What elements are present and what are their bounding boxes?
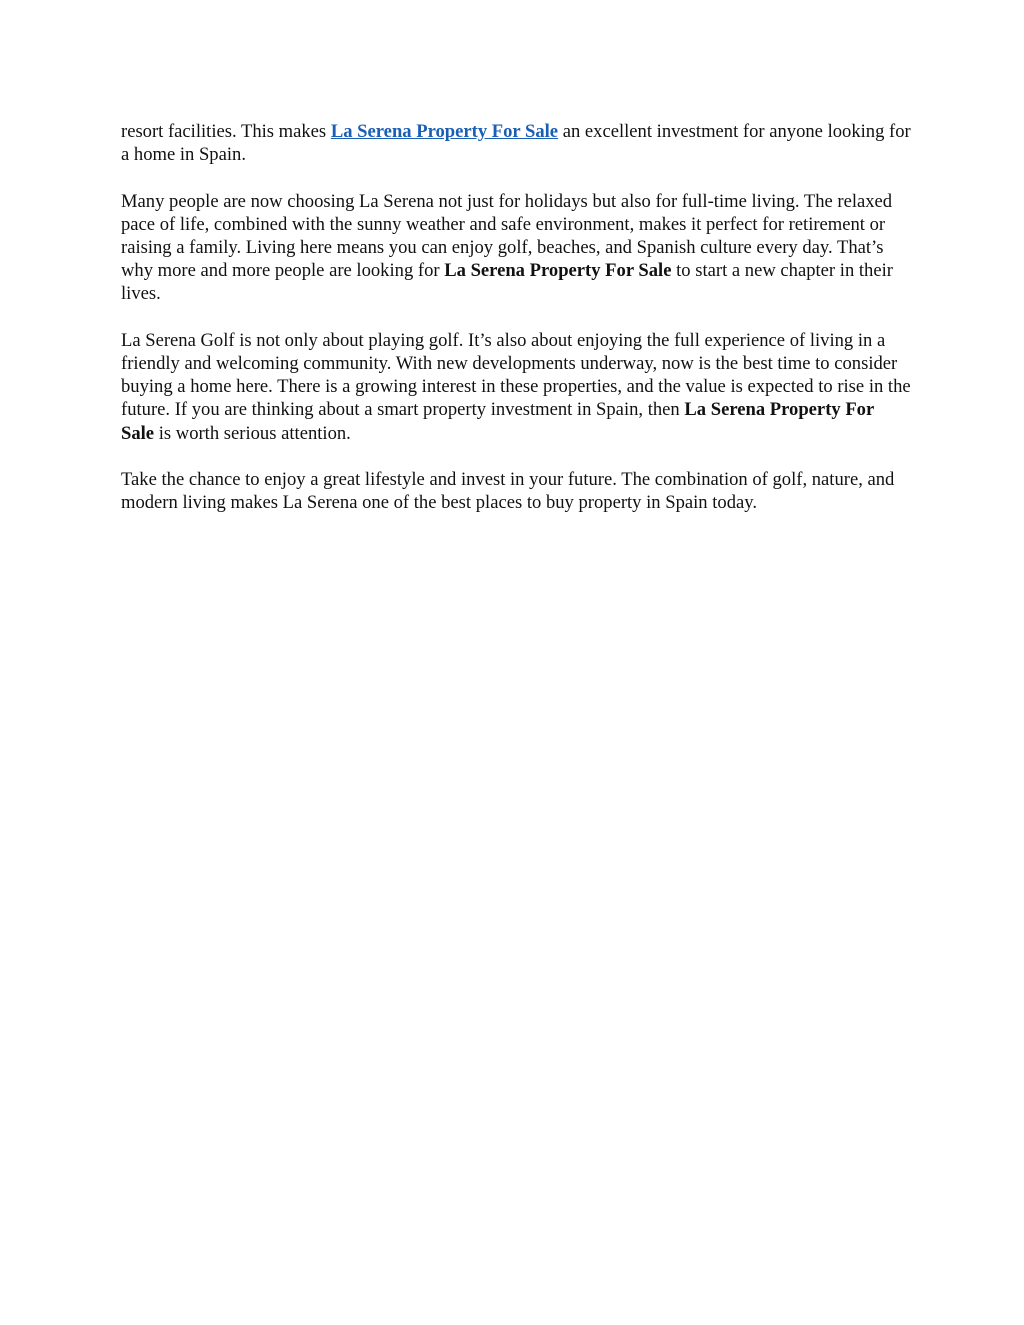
- paragraph-text: an excellent investment for anyone looking for a home in Spain.: [121, 121, 911, 166]
- paragraph-4: [121, 468, 911, 514]
- paragraph-2: [121, 190, 911, 306]
- paragraph-text: Many people are now choosing La Serena not just for holidays but also for full-time living. The relaxed pace of life, combined with the sunny weather and safe environment, makes it perfect for retirement or raising a family. Living here means you can enjoy golf, beaches, and Spanish culture every day. That’s why more and more people are looking for: [121, 190, 893, 282]
- la-serena-property-link[interactable]: La Serena Property For Sale: [330, 121, 559, 142]
- paragraph-text: resort facilities. This makes: [121, 121, 331, 142]
- bold-keyword: La Serena Property For Sale: [444, 260, 672, 282]
- paragraph-text: to start a new chapter in their lives.: [121, 260, 893, 305]
- paragraph-1: [121, 120, 911, 166]
- bold-keyword: La Serena Property For Sale: [121, 399, 874, 444]
- paragraph-text: La Serena Golf is not only about playing golf. It’s also about enjoying the full experience of living in a friendly and welcoming community. With new developments underway, now is the best time to consider buying a home here. There is a growing interest in these properties, and the value is expected to rise in the future. If you are thinking about a smart property investment in Spain, then: [121, 329, 911, 421]
- document-body: [121, 120, 911, 538]
- paragraph-3: [121, 329, 911, 445]
- paragraph-text: Take the chance to enjoy a great lifestyle and invest in your future. The combination of golf, nature, and modern living makes La Serena one of the best places to buy property in Spain today.: [121, 469, 895, 514]
- paragraph-text: is worth serious attention.: [154, 422, 351, 444]
